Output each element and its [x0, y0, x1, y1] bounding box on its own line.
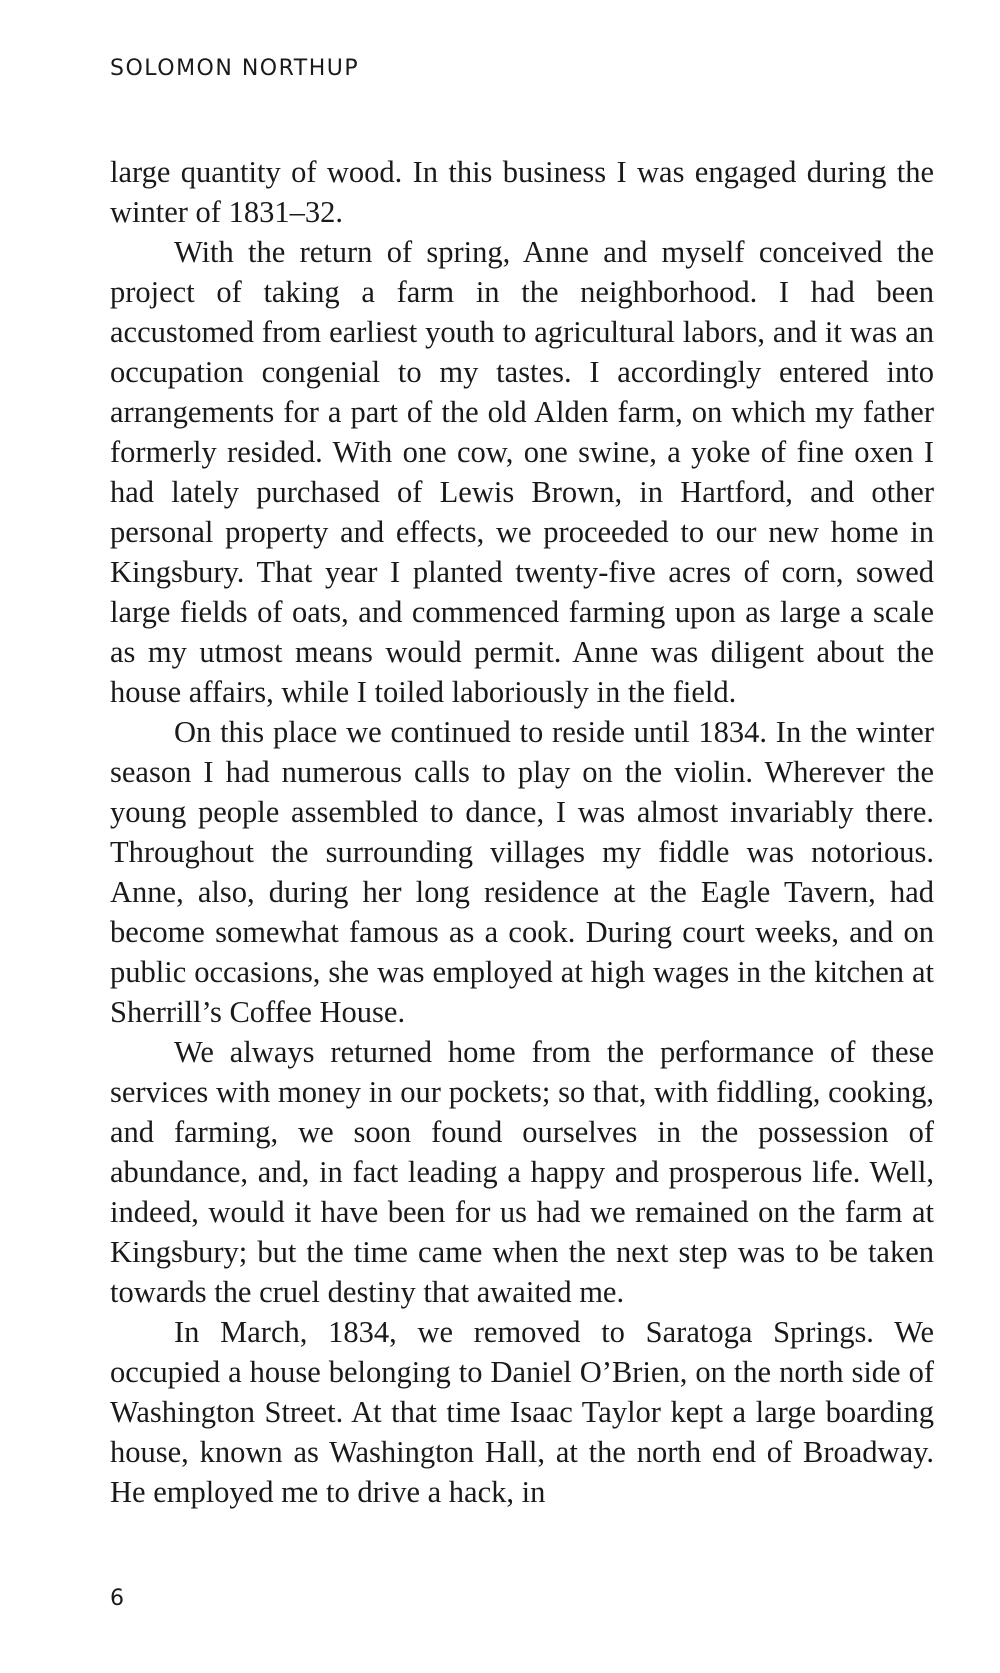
body-text	[110, 152, 934, 1512]
page-number: 6	[110, 1586, 124, 1611]
paragraph-violin: On this place we continued to reside until 1834. In the winter season I had numerous calls to play on the violin. Wherever the young people assembled to dance, I was almost invariably there. Throughout the surrounding villages my fiddle was notorious. Anne, also, during her long residence at the Eagle Tavern, had become somewhat famous as a cook. During court weeks, and on public occasions, she was employed at high wages in the kitchen at Sherrill’s Coffee House.	[110, 715, 934, 1029]
running-head: SOLOMON NORTHUP	[110, 56, 360, 81]
paragraph-prosperity: We always returned home from the performance of these services with money in our pockets; so that, with fiddling, cooking, and farming, we soon found ourselves in the possession of abundance, and, in fact leading a happy and prosperous life. Well, indeed, would it have been for us had we remained on the farm at Kingsbury; but the time came when the next step was to be taken towards the cruel destiny that awaited me.	[110, 1035, 934, 1309]
paragraph-continued: large quantity of wood. In this business I was engaged during the winter of 1831–32.	[110, 155, 934, 229]
paragraph-saratoga: In March, 1834, we removed to Saratoga Springs. We occupied a house belonging to Daniel O’Brien, on the north side of Washington Street. At that time Isaac Taylor kept a large boarding house, known as Washington Hall, at the north end of Broadway. He employed me to drive a hack, in	[110, 1315, 934, 1509]
paragraph-farm: With the return of spring, Anne and myself conceived the project of taking a farm in the neighborhood. I had been accustomed from earliest youth to agricultural labors, and it was an occupation congenial to my tastes. I accordingly entered into arrangements for a part of the old Alden farm, on which my father formerly resided. With one cow, one swine, a yoke of fine oxen I had lately purchased of Lewis Brown, in Hartford, and other personal property and effects, we proceeded to our new home in Kingsbury. That year I planted twenty-five acres of corn, sowed large fields of oats, and commenced farming upon as large a scale as my utmost means would permit. Anne was diligent about the house affairs, while I toiled laboriously in the field.	[110, 235, 934, 709]
